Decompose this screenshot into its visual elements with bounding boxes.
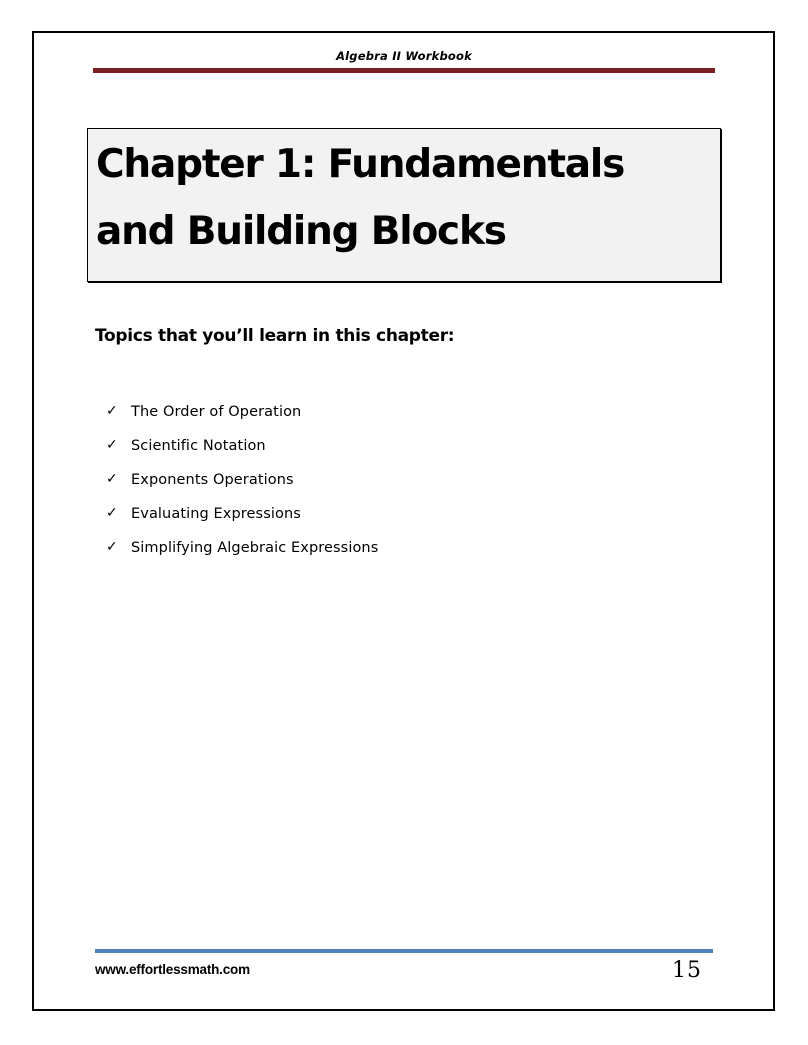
topics-list [106, 401, 378, 571]
topic-label: Simplifying Algebraic Expressions [131, 540, 379, 556]
topic-label: Exponents Operations [131, 472, 294, 488]
topic-label: Evaluating Expressions [131, 506, 301, 522]
list-item [106, 537, 378, 571]
checkmark-icon: ✓ [106, 505, 118, 521]
list-item [106, 503, 378, 537]
topic-label: Scientific Notation [131, 438, 266, 454]
chapter-title-box [87, 128, 721, 282]
running-header: Algebra II Workbook [336, 49, 472, 63]
page-number: 15 [672, 958, 702, 983]
checkmark-icon: ✓ [106, 437, 118, 453]
list-item [106, 401, 378, 435]
chapter-title: Chapter 1: Fundamentals and Building Blocks [96, 142, 625, 254]
checkmark-icon: ✓ [106, 539, 118, 555]
checkmark-icon: ✓ [106, 471, 118, 487]
header-rule [93, 68, 715, 73]
checkmark-icon: ✓ [106, 403, 118, 419]
list-item [106, 435, 378, 469]
topic-label: The Order of Operation [131, 404, 302, 420]
footer-url: www.effortlessmath.com [95, 962, 250, 977]
footer-rule [95, 949, 713, 953]
list-item [106, 469, 378, 503]
topics-heading: Topics that you’ll learn in this chapter: [95, 326, 455, 346]
